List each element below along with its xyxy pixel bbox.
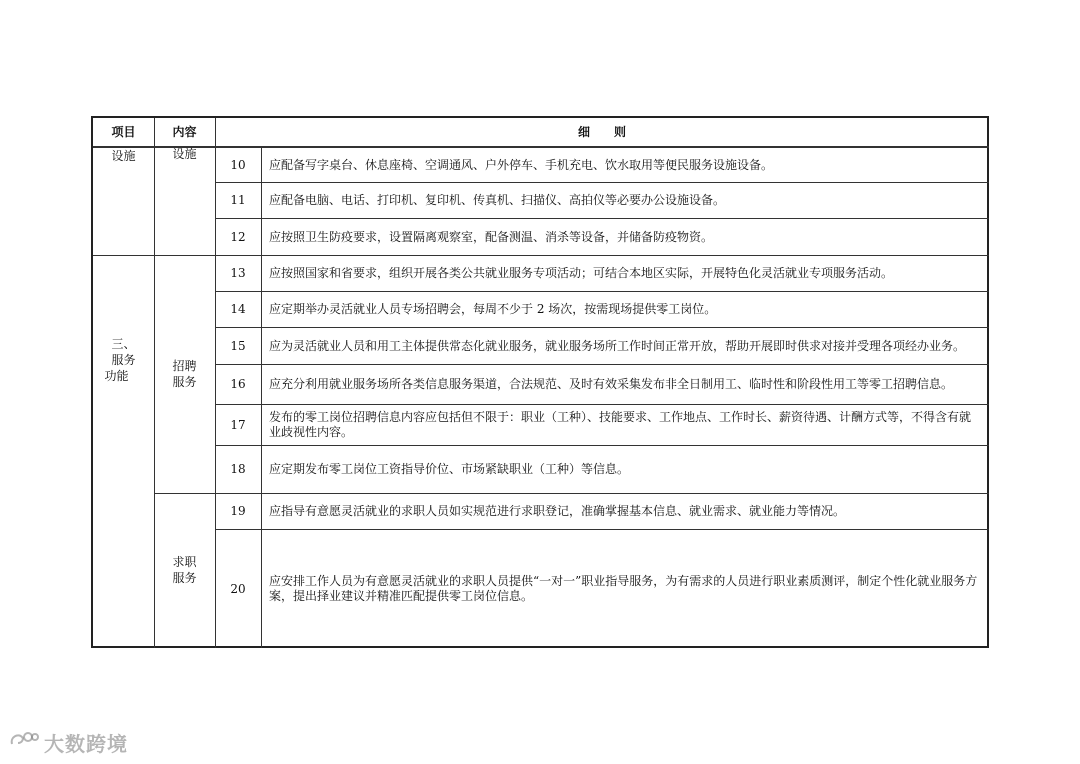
row-number: 18	[230, 462, 246, 476]
row-text: 应为灵活就业人员和用工主体提供常态化就业服务，就业服务场所工作时间正常开放，帮助开展即时供求对接并受理各项经办业务。	[269, 338, 966, 353]
row-text: 应按照卫生防疫要求，设置隔离观察室，配备测温、消杀等设备，并储备防疫物资。	[269, 229, 714, 244]
job-line2: 服务	[172, 571, 197, 585]
content-job-seeking-service	[154, 554, 215, 586]
row-text: 应指导有意愿灵活就业的求职人员如实规范进行求职登记，准确掌握基本信息、就业需求、就业能力等情况。	[269, 504, 846, 518]
regulation-table	[91, 116, 989, 648]
content-facilities: 设施	[172, 147, 197, 161]
row-number: 16	[230, 377, 246, 391]
row-text: 应充分利用就业服务场所各类信息服务渠道，合法规范、及时有效采集发布非全日制用工、临时性和阶段性用工等零工招聘信息。	[269, 377, 954, 391]
header-item: 项目	[111, 124, 136, 139]
header-content: 内容	[172, 124, 197, 139]
row-text: 应配备电脑、电话、打印机、复印机、传真机、扫描仪、高拍仪等必要办公设施设备。	[269, 193, 726, 207]
row-text: 应定期举办灵活就业人员专场招聘会，每周不少于 2 场次，按需现场提供零工岗位。	[269, 302, 717, 316]
row-number: 20	[230, 581, 246, 596]
row-number: 17	[230, 417, 246, 432]
item-service-line1: 三、	[111, 337, 136, 351]
watermark-text: 大数跨境	[44, 732, 128, 756]
recruit-line2: 服务	[172, 375, 197, 389]
row-text: 应定期发布零工岗位工资指导价位、市场紧缺职业（工种）等信息。	[269, 462, 630, 476]
weibo-logo-icon	[8, 729, 40, 756]
row-number: 19	[230, 504, 246, 518]
row-text: 应配备写字桌台、休息座椅、空调通风、户外停车、手机充电、饮水取用等便民服务设施设备。	[269, 157, 774, 172]
row-text: 应按照国家和省要求，组织开展各类公共就业服务专项活动；可结合本地区实际，开展特色化灵活就业专项服务活动。	[269, 266, 894, 280]
row-text: 应安排工作人员为有意愿灵活就业的求职人员提供“一对一”职业指导服务，为有需求的人员进行职业素质测评，制定个性化就业服务方案，提出择业建议并精准匹配提供零工岗位信息。	[269, 574, 978, 603]
item-service-line3: 功能	[104, 369, 129, 383]
item-facilities: 设施	[111, 149, 136, 163]
recruit-line1: 招聘	[172, 359, 197, 373]
item-service-function	[93, 336, 154, 384]
row-text: 发布的零工岗位招聘信息内容应包括但不限于：职业（工种）、技能要求、工作地点、工作时长、薪资待遇、计酬方式等，不得含有就业歧视性内容。	[269, 410, 972, 439]
row-number: 14	[230, 302, 246, 316]
content-recruit-service	[154, 358, 215, 390]
job-line1: 求职	[172, 555, 197, 569]
row-number: 13	[230, 266, 246, 280]
row-number: 15	[230, 338, 246, 353]
row-number: 11	[230, 193, 246, 207]
row-number: 12	[230, 229, 246, 244]
item-service-line2: 服务	[111, 353, 136, 367]
watermark	[8, 728, 128, 757]
row-number: 10	[230, 157, 246, 172]
header-rules: 细 则	[577, 124, 626, 139]
